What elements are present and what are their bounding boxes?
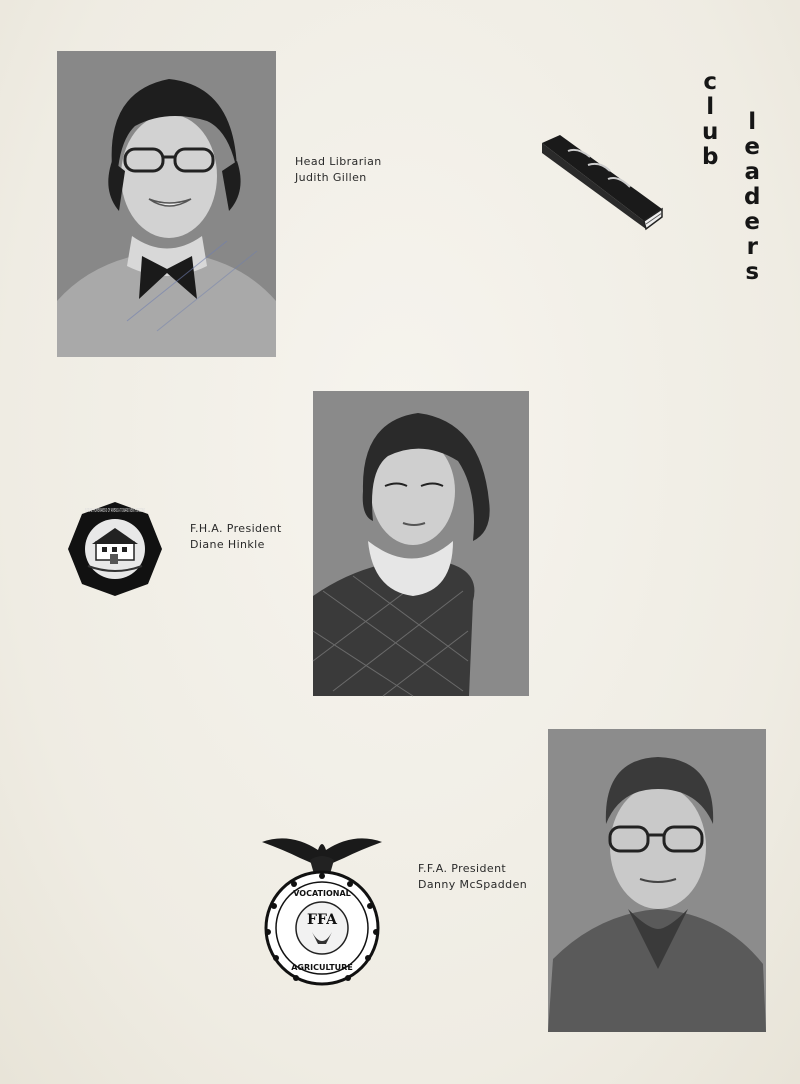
caption-head-librarian xyxy=(295,154,382,186)
title-letter: a xyxy=(744,159,760,185)
caption-name: Diane Hinkle xyxy=(190,538,265,551)
fha-ring-text: FUTURE HOMEMAKERS OF AMERICA TOWARD NEW HORIZONS xyxy=(85,508,145,514)
portrait-danny-mcspadden xyxy=(548,729,766,1032)
title-letter: r xyxy=(746,234,758,260)
portrait-judith-gillen xyxy=(57,51,276,357)
book-icon xyxy=(538,133,664,231)
caption-fha-president xyxy=(190,521,282,553)
caption-ffa-president xyxy=(418,861,527,893)
title-letter: s xyxy=(745,259,760,285)
title-letter: e xyxy=(744,209,761,235)
ffa-emblem-icon xyxy=(260,832,384,986)
title-letter: u xyxy=(702,119,719,145)
ffa-letters: FFA xyxy=(307,912,337,928)
fha-emblem-icon xyxy=(66,500,164,598)
title-letter: b xyxy=(702,144,719,170)
caption-role: F.F.A. President xyxy=(418,862,507,875)
caption-name: Danny McSpadden xyxy=(418,878,528,891)
portrait-diane-hinkle xyxy=(313,391,529,696)
title-letter: d xyxy=(744,184,761,210)
title-letter: l xyxy=(748,109,757,135)
title-word-club xyxy=(702,70,718,170)
title-letter: e xyxy=(744,134,761,160)
ffa-ring-top: VOCATIONAL xyxy=(293,889,351,898)
portrait-figure-icon xyxy=(313,391,529,696)
title-word-leaders xyxy=(744,110,760,285)
title-letter: c xyxy=(703,69,718,95)
caption-name: Judith Gillen xyxy=(295,171,367,184)
portrait-figure-icon xyxy=(57,51,276,357)
caption-role: F.H.A. President xyxy=(190,522,282,535)
caption-role: Head Librarian xyxy=(295,155,382,168)
ffa-ring-bottom: AGRICULTURE xyxy=(291,963,353,972)
title-letter: l xyxy=(706,94,715,120)
portrait-figure-icon xyxy=(548,729,766,1032)
